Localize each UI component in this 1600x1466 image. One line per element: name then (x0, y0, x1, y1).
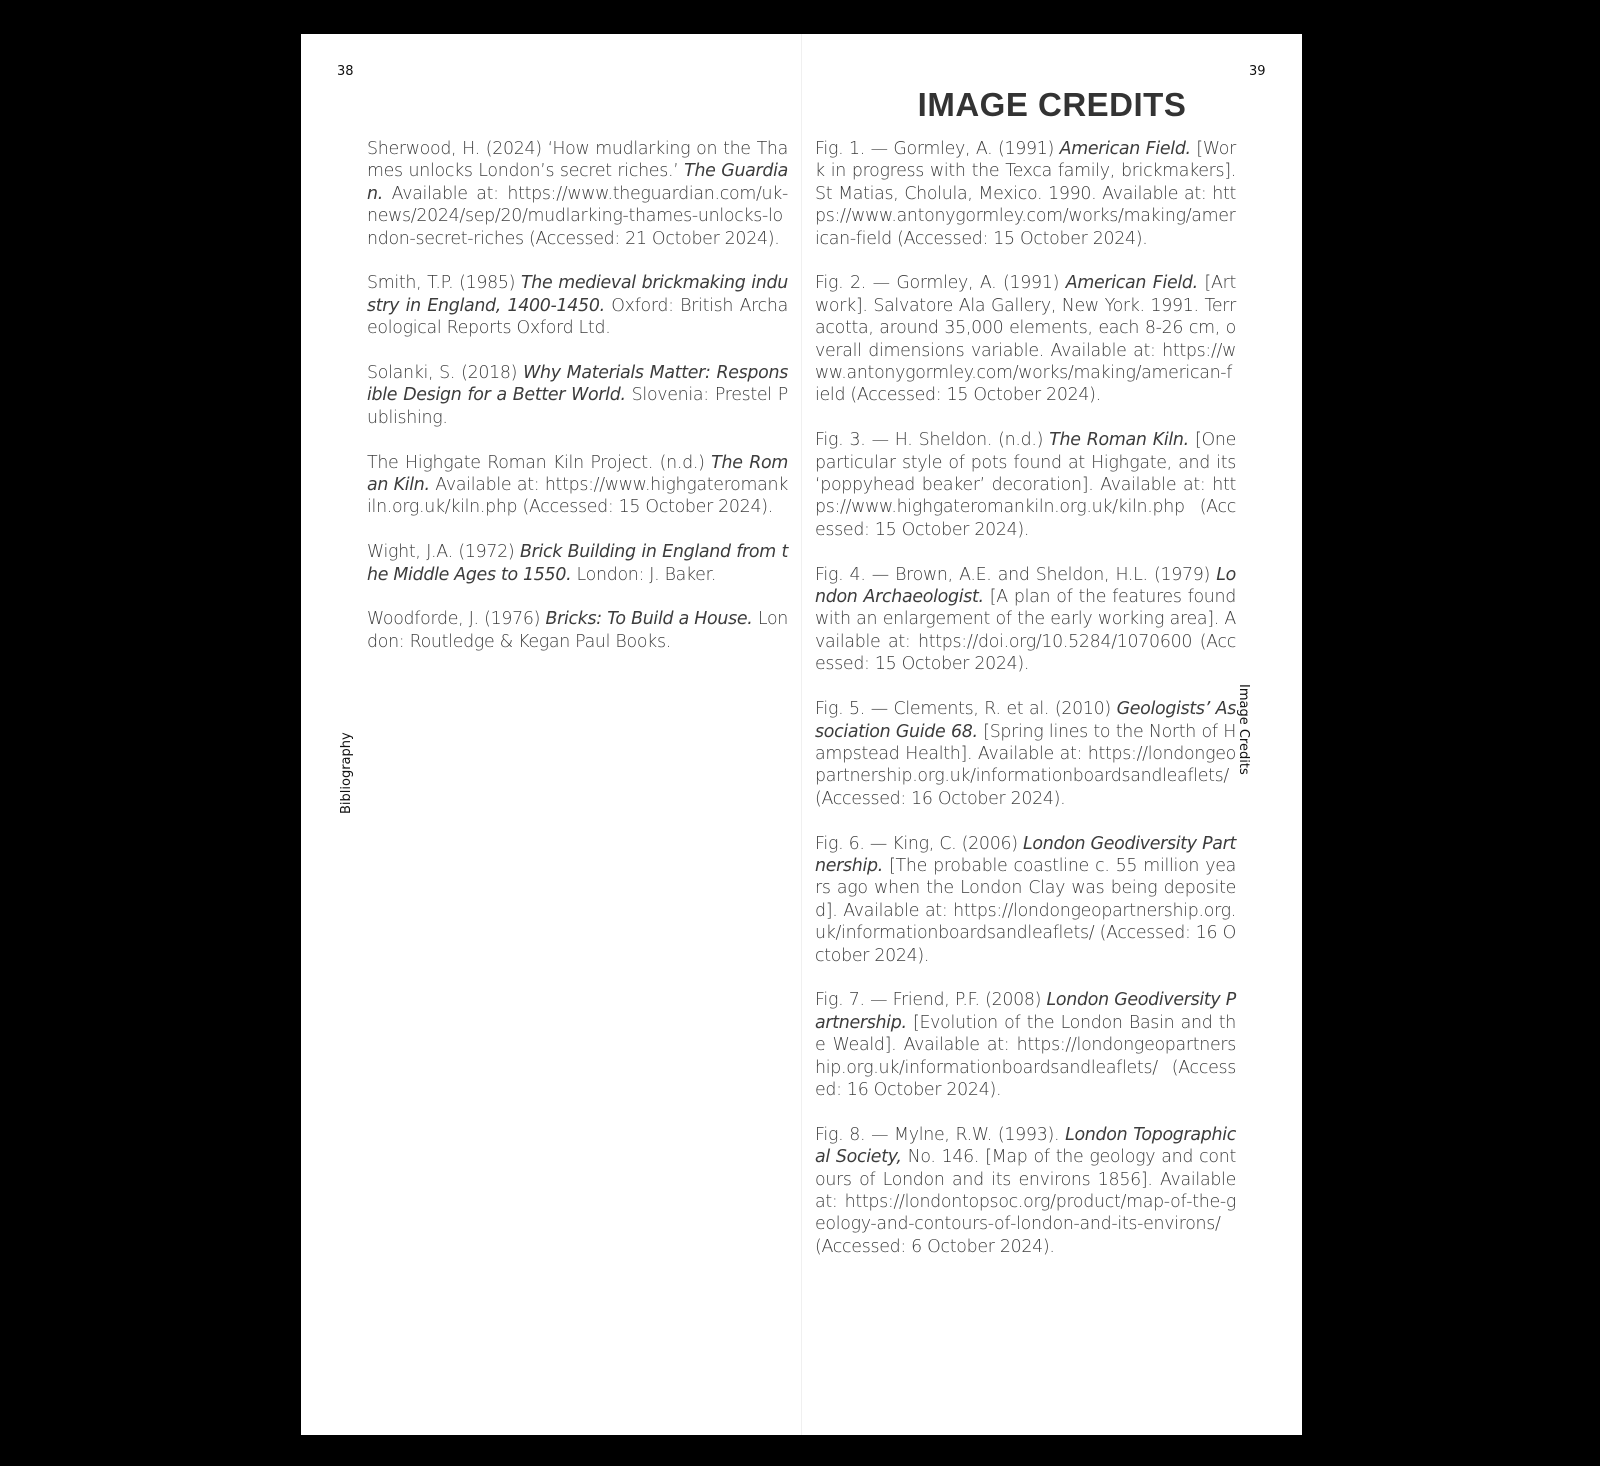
bibliography-entry: Sherwood, H. (2024) ‘How mudlarking on the Thames unlocks London’s secret riches.’ The Guardian. Available at: https://www.theguardian.com/uk-news/2024/sep/20/mudlarking-thames-unlocks-london-secret-riches (Accessed: 21 October 2024). (367, 139, 788, 249)
running-head-image-credits: Image Credits (1236, 684, 1251, 775)
credit-entry: Fig. 2. — Gormley, A. (1991) American Field. [Art work]. Salvatore Ala Gallery, New York. 1991. Terracotta, around 35,000 elements, each 8-26 cm, overall dimensions variable. Available at: https://www.antonygormley.com/works/making/american-field (Accessed: 15 October 2024). (815, 273, 1236, 406)
bibliography-list (367, 138, 788, 676)
book-spread (301, 34, 1302, 1435)
running-head-bibliography: Bibliography (339, 732, 354, 814)
bibliography-entry: Solanki, S. (2018) Why Materials Matter: Responsible Design for a Better World. Slovenia: Prestel Publishing. (367, 363, 788, 428)
credit-entry: Fig. 7. — Friend, P.F. (2008) London Geodiversity Partnership. [Evolution of the London Basin and the Weald]. Available at: https://londongeopartnership.org.uk/informationboardsandleaflets/ (Accessed: 16 October 2024). (815, 990, 1236, 1100)
image-credits-list (815, 138, 1236, 1281)
page-bibliography (301, 34, 801, 1435)
page-number-right: 39 (1249, 64, 1266, 79)
page-number-left: 38 (337, 64, 354, 79)
credit-entry: Fig. 1. — Gormley, A. (1991) American Field. [Work in progress with the Texca family, brickmakers]. St Matias, Cholula, Mexico. 1990. Available at: https://www.antonygormley.com/works/making/american-field (Accessed: 15 October 2024). (815, 139, 1236, 249)
credit-entry: Fig. 6. — King, C. (2006) London Geodiversity Partnership. [The probable coastline c. 55 million years ago when the London Clay was being deposited]. Available at: https://londongeopartnership.org.uk/informationboardsandleaflets/ (Accessed: 16 October 2024). (815, 833, 1236, 966)
bibliography-entry: Woodforde, J. (1976) Bricks: To Build a House. London: Routledge & Kegan Paul Books. (367, 609, 789, 652)
page-title: IMAGE CREDITS (917, 86, 1187, 123)
credit-entry: Fig. 8. — Mylne, R.W. (1993). London Topographical Society, No. 146. [Map of the geology and contours of London and its environs 1856]. Available at: https://londontopsoc.org/product/map-of-the-geology-and-contours-of-london-and-its-environs/ (Accessed: 6 October 2024). (815, 1124, 1236, 1257)
bibliography-entry: The Highgate Roman Kiln Project. (n.d.) The Roman Kiln. Available at: https://www.highgateromankiln.org.uk/kiln.php (Accessed: 15 October 2024). (367, 452, 788, 518)
credit-entry: Fig. 3. — H. Sheldon. (n.d.) The Roman Kiln. [One particular style of pots found at Highgate, and its ‘poppyhead beaker’ decoration]. Available at: https://www.highgateromankiln.org.uk/kiln.php (Accessed: 15 October 2024). (815, 430, 1236, 540)
credit-entry: Fig. 5. — Clements, R. et al. (2010) Geologists’ Association Guide 68. [Spring lines to the North of Hampstead Health]. Available at: https://londongeopartnership.org.uk/informationboardsandleaflets/ (Accessed: 16 October 2024). (815, 699, 1236, 809)
page-image-credits (801, 34, 1302, 1435)
bibliography-entry: Wight, J.A. (1972) Brick Building in England from the Middle Ages to 1550. London: J. Baker. (367, 542, 789, 585)
credit-entry: Fig. 4. — Brown, A.E. and Sheldon, H.L. (1979) London Archaeologist. [A plan of the features found with an enlargement of the early working area]. Available at: https://doi.org/10.5284/1070600 (Accessed: 15 October 2024). (815, 564, 1236, 675)
bibliography-entry: Smith, T.P. (1985) The medieval brickmaking industry in England, 1400-1450. Oxford: British Archaeological Reports Oxford Ltd. (367, 273, 788, 339)
